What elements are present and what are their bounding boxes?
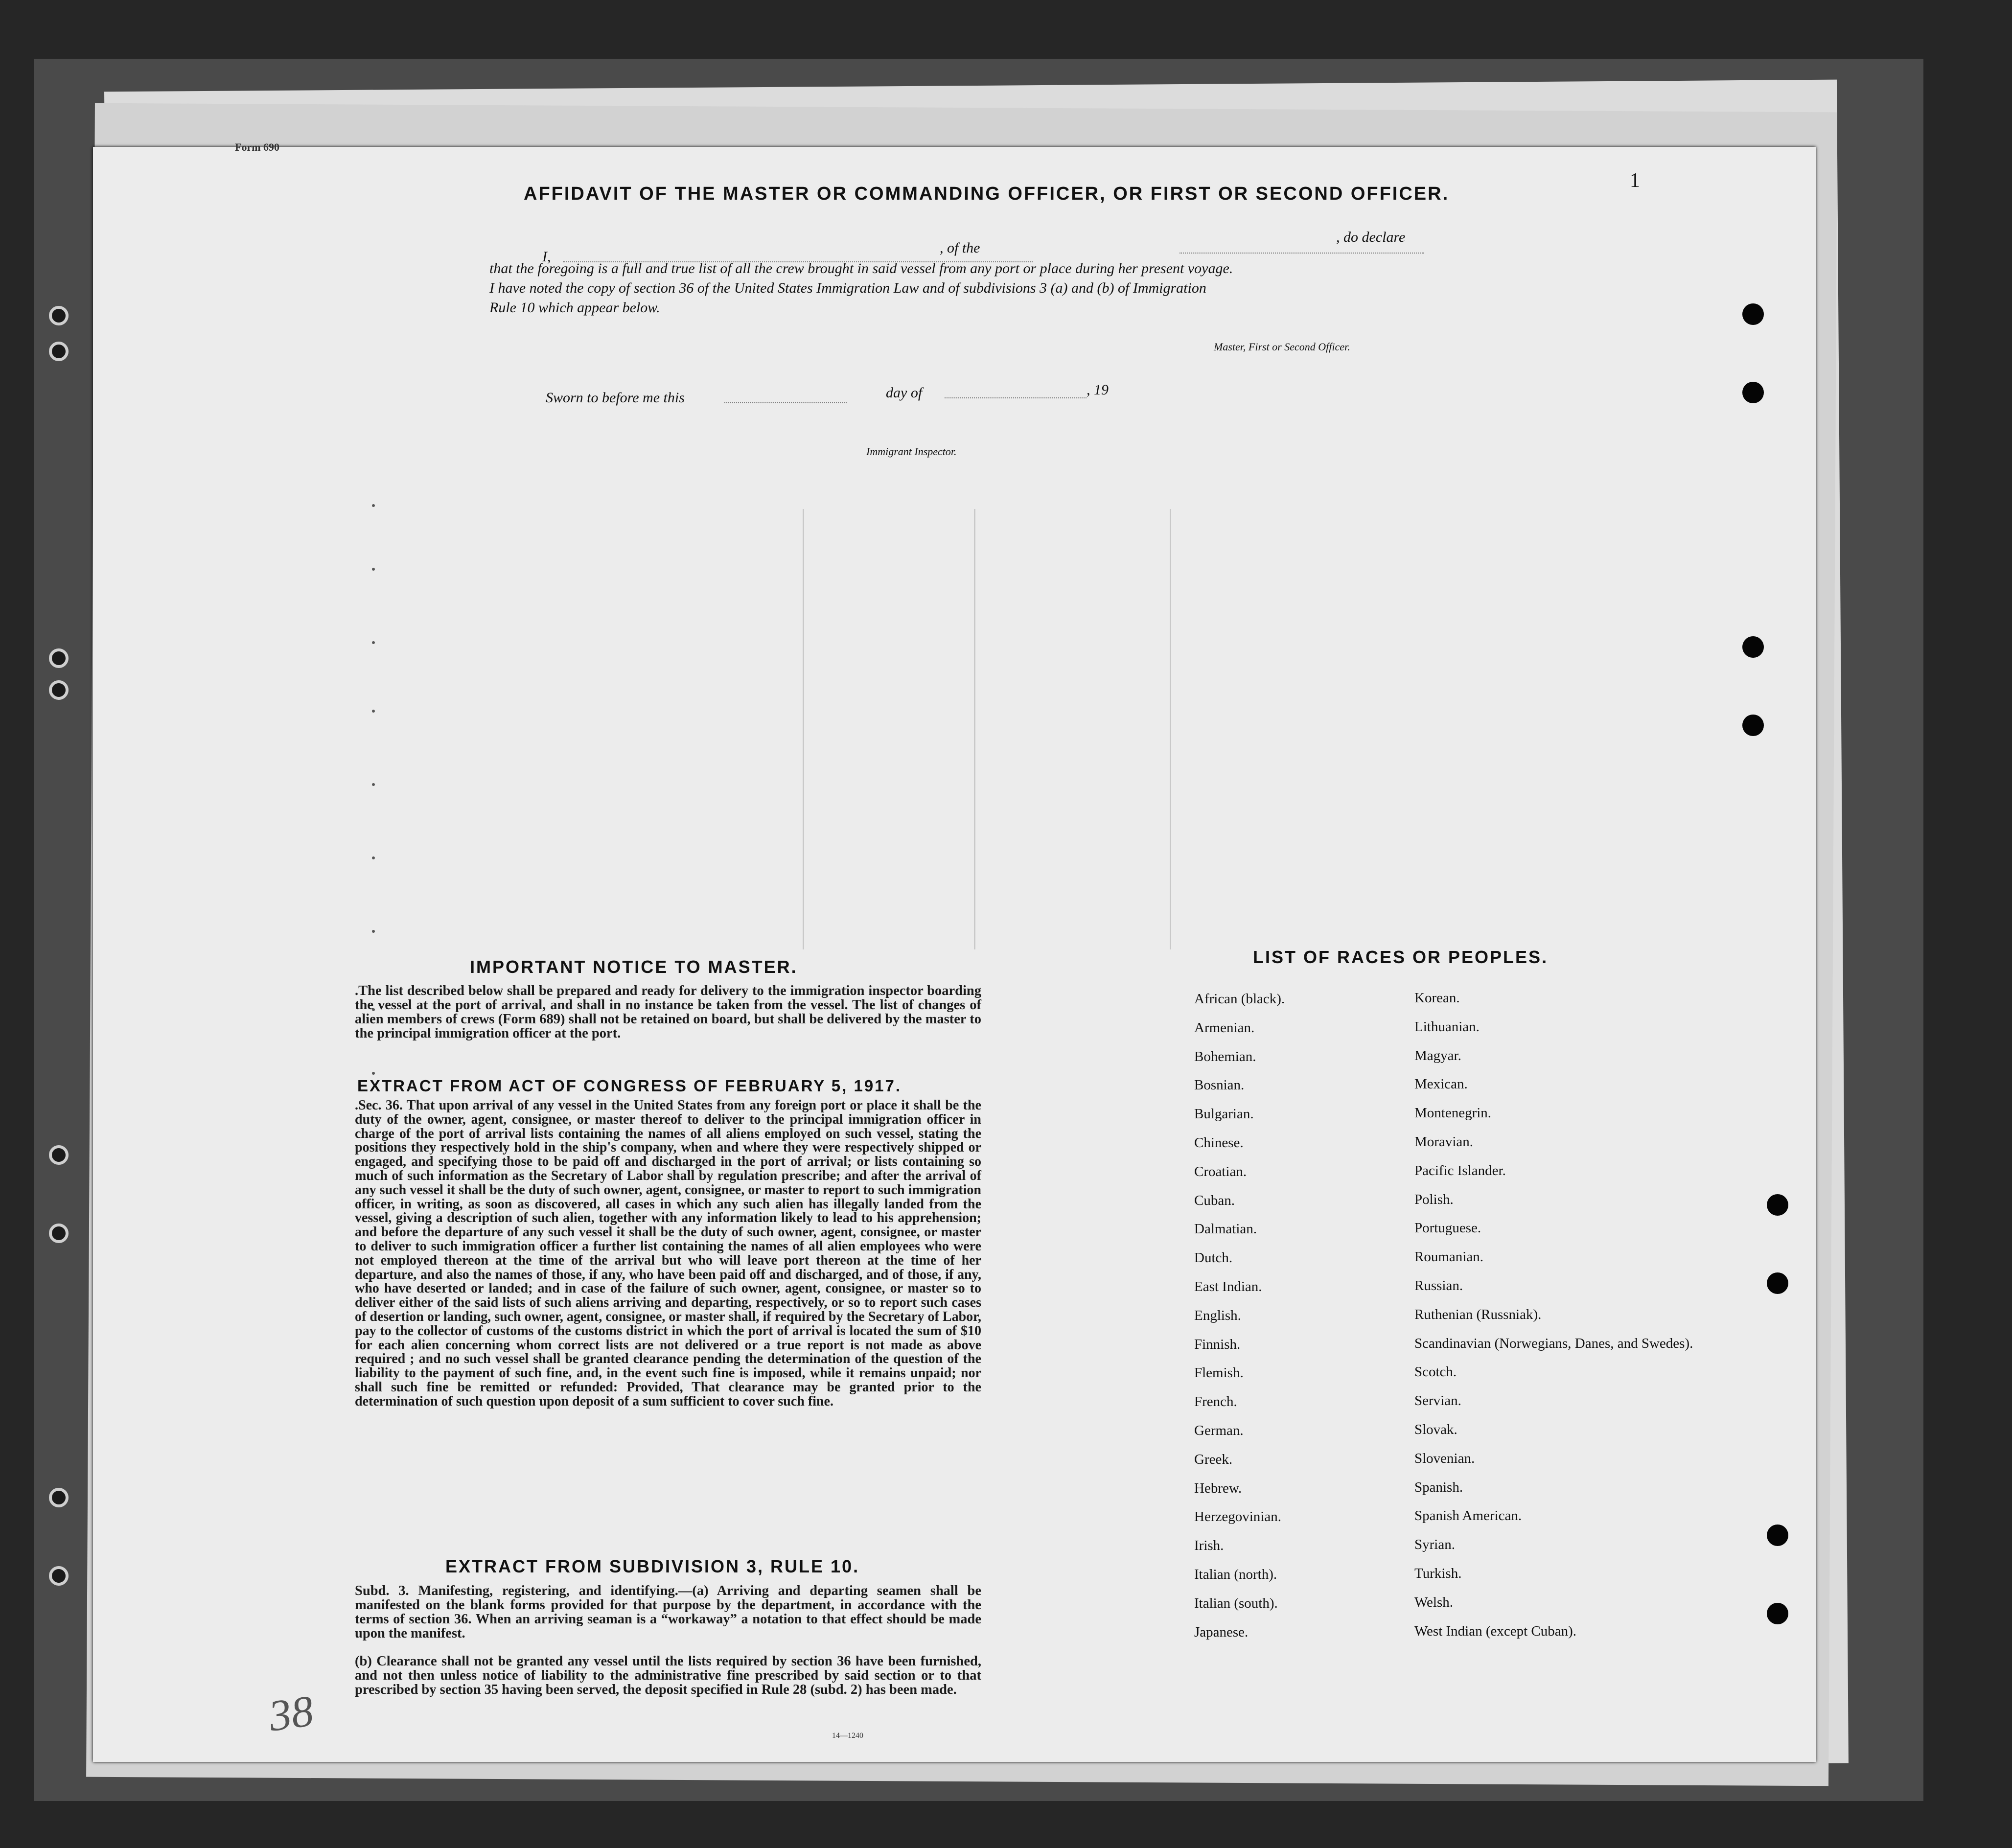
show-through-mark [803,509,804,949]
race-item: Finnish. [1194,1336,1241,1352]
race-item: Welsh. [1414,1594,1454,1610]
act-extract-title: EXTRACT FROM ACT OF CONGRESS OF FEBRUARY 5, 1917. [357,1077,902,1095]
row-marker-dot [372,641,375,644]
race-item: Korean. [1414,990,1460,1006]
race-item: Moravian. [1414,1133,1473,1150]
binder-hole [49,1224,69,1243]
race-item: Ruthenian (Russniak). [1414,1306,1542,1322]
race-item: East Indian. [1194,1278,1262,1294]
race-item: English. [1194,1307,1241,1323]
race-item: Servian. [1414,1393,1461,1409]
race-item: Turkish. [1414,1565,1462,1581]
race-item: Polish. [1414,1191,1454,1207]
row-marker-dot [372,783,375,786]
row-marker-dot [372,504,375,507]
race-item: Italian (south). [1194,1595,1278,1611]
page-number: 1 [1630,169,1640,192]
race-item: Slovenian. [1414,1450,1475,1466]
punch-hole [1742,715,1764,736]
race-item: Cuban. [1194,1192,1235,1208]
affidavit-title: AFFIDAVIT OF THE MASTER OR COMMANDING OFFICER, OR FIRST OR SECOND OFFICER. [524,184,1450,204]
affidavit-do-declare: , do declare [1336,229,1406,245]
race-item: Spanish. [1414,1479,1463,1495]
race-item: Flemish. [1194,1365,1244,1381]
race-item: Italian (north). [1194,1566,1277,1582]
race-item: German. [1194,1422,1244,1438]
race-item: Dutch. [1194,1250,1233,1266]
race-item: Dalmatian. [1194,1221,1257,1237]
signature-label: Master, First or Second Officer. [1214,341,1350,353]
races-left-column [1194,985,1285,1646]
affidavit-line-3: I have noted the copy of section 36 of the United States Immigration Law and of subdivisions 3 (a) and (b) of Immigration [489,280,1206,296]
punch-hole [1767,1272,1788,1294]
race-item: Bulgarian. [1194,1106,1254,1122]
sworn-text: Sworn to before me this [546,390,685,406]
races-title: LIST OF RACES OR PEOPLES. [1253,947,1549,967]
punch-hole [1742,382,1764,403]
race-item: Montenegrin. [1414,1105,1492,1121]
handwritten-margin-note: 38 [266,1686,317,1741]
rule-extract-text-a: Subd. 3. Manifesting, registering, and identifying.—(a) Arriving and departing seamen shall be manifested on the blank forms provided for that purpose by the department, in accordance with the terms of section 36. When an arriving seaman is a “workaway” a notation to that effect should be made upon the manifest. [355,1583,981,1641]
race-item: West Indian (except Cuban). [1414,1623,1577,1639]
row-marker-dot [372,1072,375,1075]
race-item: African (black). [1194,991,1285,1007]
race-item: Herzegovinian. [1194,1509,1281,1525]
race-item: Scotch. [1414,1364,1457,1380]
punch-hole [1767,1603,1788,1624]
row-marker-dot [372,710,375,713]
race-item: Pacific Islander. [1414,1162,1506,1178]
show-through-mark [974,509,975,949]
binder-hole [49,1566,69,1586]
race-item: Croatian. [1194,1163,1247,1179]
race-item: Slovak. [1414,1421,1457,1437]
form-number: Form 690 [235,141,280,153]
notice-title: IMPORTANT NOTICE TO MASTER. [470,957,798,977]
inspector-label: Immigrant Inspector. [866,445,957,458]
punch-hole [1767,1194,1788,1216]
affidavit-i-label: I, [542,249,551,265]
punch-hole [1742,636,1764,658]
binder-hole [49,342,69,361]
binder-hole [49,306,69,325]
race-item: Lithuanian. [1414,1018,1480,1035]
race-item: Greek. [1194,1451,1233,1467]
rule-extract-title: EXTRACT FROM SUBDIVISION 3, RULE 10. [445,1556,860,1576]
act-extract-text: .Sec. 36. That upon arrival of any vessel in the United States from any foreign port or place it shall be the duty of the owner, agent, consignee, or master thereof to deliver to the principal immigration officer in charge of the port of arrival lists containing the names of all aliens employed on such vessel, stating the positions they respectively hold in the ship's company, when and where they were respectively shipped or engaged, and specifying those to be paid off and discharged in the port of arrival; or lists containing so much of such information as the Secretary of Labor shall by regulation prescribe; and after the arrival of any such vessel it shall be the duty of such owner, agent, consignee, or master to report to such immigration officer, in writing, as soon as discovered, all cases in which any such alien has illegally landed from the vessel, giving a description of such alien, together with any information likely to lead to his apprehension; and before the departure of any such vessel it shall be the duty of such owner, agent, consignee, or master to deliver to such immigration officer a further list containing the names of all alien employees who were not employed thereon at the time of the arrival but who will leave port thereon at the time of her departure, and also the names of those, if any, who have been paid off and discharged, and of those, if any, who have deserted or landed; and in case of the failure of such owner, agent, consignee, or master so to deliver either of the said lists of such aliens arriving and departing, respectively, or so to report such cases of desertion or landing, such owner, agent, consignee, or master shall, if required by the Secretary of Labor, pay to the collector of customs of the customs district in which the port of arrival is located the sum of $10 for each alien concerning whom correct lists are not delivered or a true report is not made as above required ; and no such vessel shall be granted clearance pending the determination of the question of the liability to the payment of such fine, and, in the event such fine is imposed, while it remains unpaid; nor shall such fine be remitted or refunded: Provided, That clearance may be granted prior to the determination of such question upon deposit of a sum sufficient to cover such fine. [355,1098,981,1409]
notice-text: .The list described below shall be prepared and ready for delivery to the immigration inspector boarding the vessel at the port of arrival, and shall in no instance be taken from the vessel. The list of changes of alien members of crews (Form 689) shall not be retained on board, but shall be delivered by the master to the principal immigration officer at the port. [355,983,981,1041]
race-item: Armenian. [1194,1019,1255,1036]
affidavit-line-4: Rule 10 which appear below. [489,300,660,316]
race-item: Irish. [1194,1538,1224,1554]
punch-hole [1767,1525,1788,1546]
race-item: Syrian. [1414,1537,1455,1553]
show-through-mark [1170,509,1171,949]
race-item: Bosnian. [1194,1077,1245,1093]
print-code: 14—1240 [832,1732,863,1740]
race-item: Mexican. [1414,1076,1468,1092]
race-item: Roumanian. [1414,1249,1483,1265]
race-item: Hebrew. [1194,1480,1242,1496]
binder-hole [49,1145,69,1165]
race-item: Bohemian. [1194,1048,1256,1064]
affidavit-line-2: that the foregoing is a full and true list of all the crew brought in said vessel from any port or place during her present voyage. [489,260,1233,277]
rule-extract-text-b: (b) Clearance shall not be granted any vessel until the lists required by section 36 have been furnished, and not then unless notice of liability to the administrative fine prescribed by said section or to that prescribed by section 35 having been served, the deposit specified in Rule 28 (subd. 2) has been made. [355,1654,981,1697]
day-of-text: day of [886,385,923,401]
race-item: Japanese. [1194,1624,1249,1640]
binder-hole [49,648,69,668]
year-text: , 19 [1087,382,1109,398]
affidavit-of-the: , of the [940,240,980,256]
race-item: Portuguese. [1414,1220,1481,1236]
document-page [93,141,1816,1762]
binder-hole [49,1488,69,1507]
row-marker-dot [372,856,375,859]
punch-hole [1742,303,1764,325]
race-item: Chinese. [1194,1134,1244,1151]
day-blank-line [724,402,847,403]
race-item: Magyar. [1414,1047,1461,1063]
vessel-blank-line [1179,253,1424,254]
race-item: Scandinavian (Norwegians, Danes, and Swedes). [1414,1335,1693,1351]
month-blank-line [945,397,1087,398]
race-item: Russian. [1414,1277,1463,1294]
row-marker-dot [372,930,375,933]
row-marker-dot [372,568,375,571]
race-item: French. [1194,1394,1237,1410]
race-item: Spanish American. [1414,1508,1522,1524]
races-right-column [1414,984,1693,1645]
binder-hole [49,680,69,700]
